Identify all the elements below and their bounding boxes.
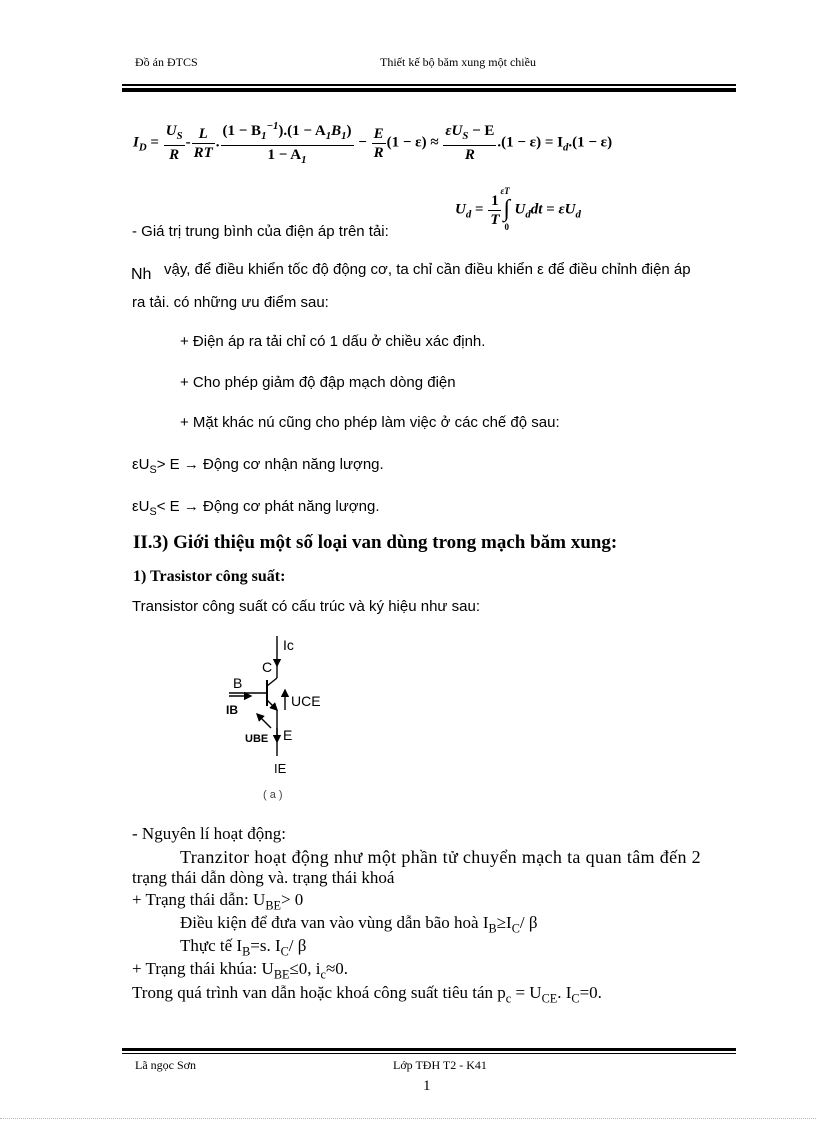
saturation-condition — [180, 913, 537, 936]
cond1-sub: S — [149, 464, 157, 476]
footer-rule-thin — [122, 1053, 736, 1054]
footer-rule-thick — [122, 1048, 736, 1051]
transistor-symbol — [215, 628, 335, 803]
cond2-sub: S — [149, 506, 157, 518]
label-ube: UBE — [245, 733, 269, 745]
fact-sub2: C — [280, 944, 289, 959]
footer-left: Lã ngọc Sơn — [135, 1058, 197, 1072]
integral-sign: εT ∫ 0 — [500, 186, 511, 232]
on-state-sub: BE — [265, 898, 281, 913]
label-uce: UCE — [291, 693, 321, 709]
off-a: + Trạng thái khúa: U — [132, 959, 274, 978]
a-sub: 1 — [325, 130, 332, 142]
ud-lhs-sub: d — [465, 208, 472, 221]
tail-sub: d — [562, 141, 569, 154]
on-state-b: > 0 — [280, 890, 304, 909]
cond1-a: εU — [132, 456, 150, 473]
loss-c: . I — [557, 983, 572, 1002]
label-ic: Ic — [283, 637, 294, 653]
big-num-b: ).(1 − A — [278, 123, 326, 139]
b-sub: 1 — [261, 130, 267, 142]
practical-ib — [180, 936, 306, 959]
big-num-a: (1 − B — [222, 123, 262, 139]
label-b: B — [233, 675, 243, 691]
cond1-b: > E → Động cơ nhận năng lượng. — [156, 456, 384, 473]
r-den-2: R — [373, 144, 384, 161]
power-loss — [132, 983, 602, 1006]
section-subtitle: 1) Trasistor công suất: — [133, 568, 286, 585]
ube-arrow — [257, 714, 271, 728]
fraction-us-r — [164, 122, 185, 164]
principle-heading: - Nguyên lí hoạt động: — [132, 824, 286, 843]
eps-num-b: − E — [468, 123, 495, 139]
off-state — [132, 959, 348, 982]
header-right: Thiết kế bộ băm xung một chiều — [380, 55, 536, 69]
section-title: II.3) Giới thiệu một số loại van dùng trong mạch băm xung: — [133, 532, 618, 553]
diagram-caption: ( a ) — [263, 789, 283, 801]
ud-integrand: U — [514, 201, 526, 218]
bullet-2: + Cho phép giảm độ đập mạch dòng điện — [180, 374, 456, 391]
fraction-l-rt — [192, 125, 215, 162]
us-num: U — [165, 123, 177, 139]
footer-right: Lớp TĐH T2 - K41 — [393, 1058, 487, 1072]
loss-b: = U — [511, 983, 542, 1002]
bullet-1: + Điện áp ra tải chỉ có 1 dấu ở chiều xác định. — [180, 333, 486, 350]
one-minus-eps: (1 − ε) ≈ — [386, 134, 439, 151]
header-rule-thick — [122, 88, 736, 92]
big-den: 1 − A — [267, 147, 302, 163]
off-b: ≤0, i — [289, 959, 321, 978]
section-intro: Transistor công suất có cấu trúc và ký hiệu như sau: — [132, 598, 480, 615]
principle-line1: Tranzitor hoạt động như một phần tử chuyển mạch ta quan tâm đến 2 — [180, 847, 701, 867]
header-rule-thin — [122, 84, 736, 86]
us-sub: S — [176, 130, 183, 142]
formula-id: $I_D$ = $\frac{U_S}{R}$ - $\frac{L}{RT}$ . $\frac{(1 - B_1^{-1}).(1 - A_1B_1)}{1 - A_1}$ − $\frac{E}{R}$ (1 − ε) ≈ $\frac{\varepsilon U_S - E}{R}$ $.(1 - \varepsilon) = I_d.(1 - \varepsilon)$ — [133, 117, 612, 169]
label-ie: IE — [274, 761, 287, 776]
fact-sub1: B — [242, 944, 251, 959]
para1-rest: vậy, để điều khiển tốc độ động cơ, ta chỉ cần điều khiển ε để điều chỉnh điện áp — [164, 261, 691, 278]
ud-eq: = — [475, 201, 484, 218]
condition-absorb — [132, 456, 384, 476]
on-state — [132, 890, 303, 913]
fact-a: Thực tế I — [180, 936, 243, 955]
off-sub2: c — [320, 967, 326, 982]
label-e: E — [283, 727, 293, 743]
fraction-eps — [443, 122, 496, 164]
r-den-3: R — [464, 147, 475, 163]
formula-ud — [455, 186, 581, 232]
fraction-e-r — [372, 125, 386, 162]
label-ib: IB — [226, 703, 238, 717]
ud-integrand-sub: d — [525, 208, 531, 221]
loss-sub3: C — [571, 991, 580, 1006]
ud-lhs: U — [455, 201, 466, 218]
collector-diag — [267, 678, 277, 686]
rt-den: RT — [193, 144, 213, 161]
formula-tail: .(1 − ε) = I — [497, 134, 563, 151]
tail-end: .(1 − ε) — [568, 134, 613, 151]
cond2-a: εU — [132, 498, 150, 515]
e-num: E — [373, 125, 384, 142]
emitter-diag — [267, 700, 277, 710]
fact-c: / β — [288, 936, 307, 955]
eps-num: εU — [445, 123, 463, 139]
b-sup: −1 — [266, 120, 279, 132]
fraction-big: $\frac{(1 - B_1^{-1}).(1 - A_1B_1)}{1 - A_1}$ — [221, 117, 354, 169]
cond-c: / β — [519, 913, 538, 932]
l-num: L — [192, 125, 215, 144]
cond-sub1: B — [488, 921, 497, 936]
condition-generate — [132, 498, 380, 518]
integral-lower: 0 — [504, 222, 509, 232]
cond-a: Điều kiện để đưa van vào vùng dẫn bão hoà I — [180, 913, 489, 932]
on-state-a: + Trạng thái dẫn: U — [132, 890, 266, 909]
loss-sub2: CE — [541, 991, 558, 1006]
page-edge — [0, 1118, 816, 1119]
cond-b: ≥I — [496, 913, 512, 932]
ud-rest-sub: d — [575, 208, 581, 221]
header-left: Đồ án ĐTCS — [135, 55, 198, 69]
label-c: C — [262, 659, 273, 675]
cond2-b: < E → Động cơ phát năng lượng. — [156, 498, 380, 515]
ud-fraction — [488, 192, 501, 229]
formula-id-lhs: I — [133, 134, 139, 151]
off-sub: BE — [273, 967, 290, 982]
page-number: 1 — [423, 1078, 431, 1094]
cond-sub2: C — [511, 921, 520, 936]
integral-upper: εT — [500, 186, 510, 196]
loss-a: Trong quá trình van dẫn hoặc khoá công suất tiêu tán p — [132, 983, 506, 1002]
ud-one: 1 — [488, 192, 501, 211]
ud-rest: dt = εU — [530, 201, 576, 218]
ud-t: T — [490, 211, 500, 228]
eps-sub: S — [462, 130, 469, 142]
principle-line2: trạng thái dẫn dòng và. trạng thái khoá — [132, 868, 395, 887]
loss-d: =0. — [579, 983, 602, 1002]
formula-id-lhs-sub: D — [138, 141, 147, 154]
loss-sub1: c — [505, 991, 512, 1006]
r-den: R — [169, 147, 180, 163]
fact-b: =s. I — [250, 936, 281, 955]
avg-voltage-label: - Giá trị trung bình của điện áp trên tải: — [132, 223, 389, 240]
off-c: ≈0. — [325, 959, 349, 978]
para1-line2: ra tải. có những ưu điểm sau: — [132, 294, 329, 311]
bullet-3: + Mặt khác nú cũng cho phép làm việc ở các chế độ sau: — [180, 414, 560, 431]
big-num-c: ) — [346, 123, 352, 139]
para1-start: Nh — [131, 266, 152, 283]
